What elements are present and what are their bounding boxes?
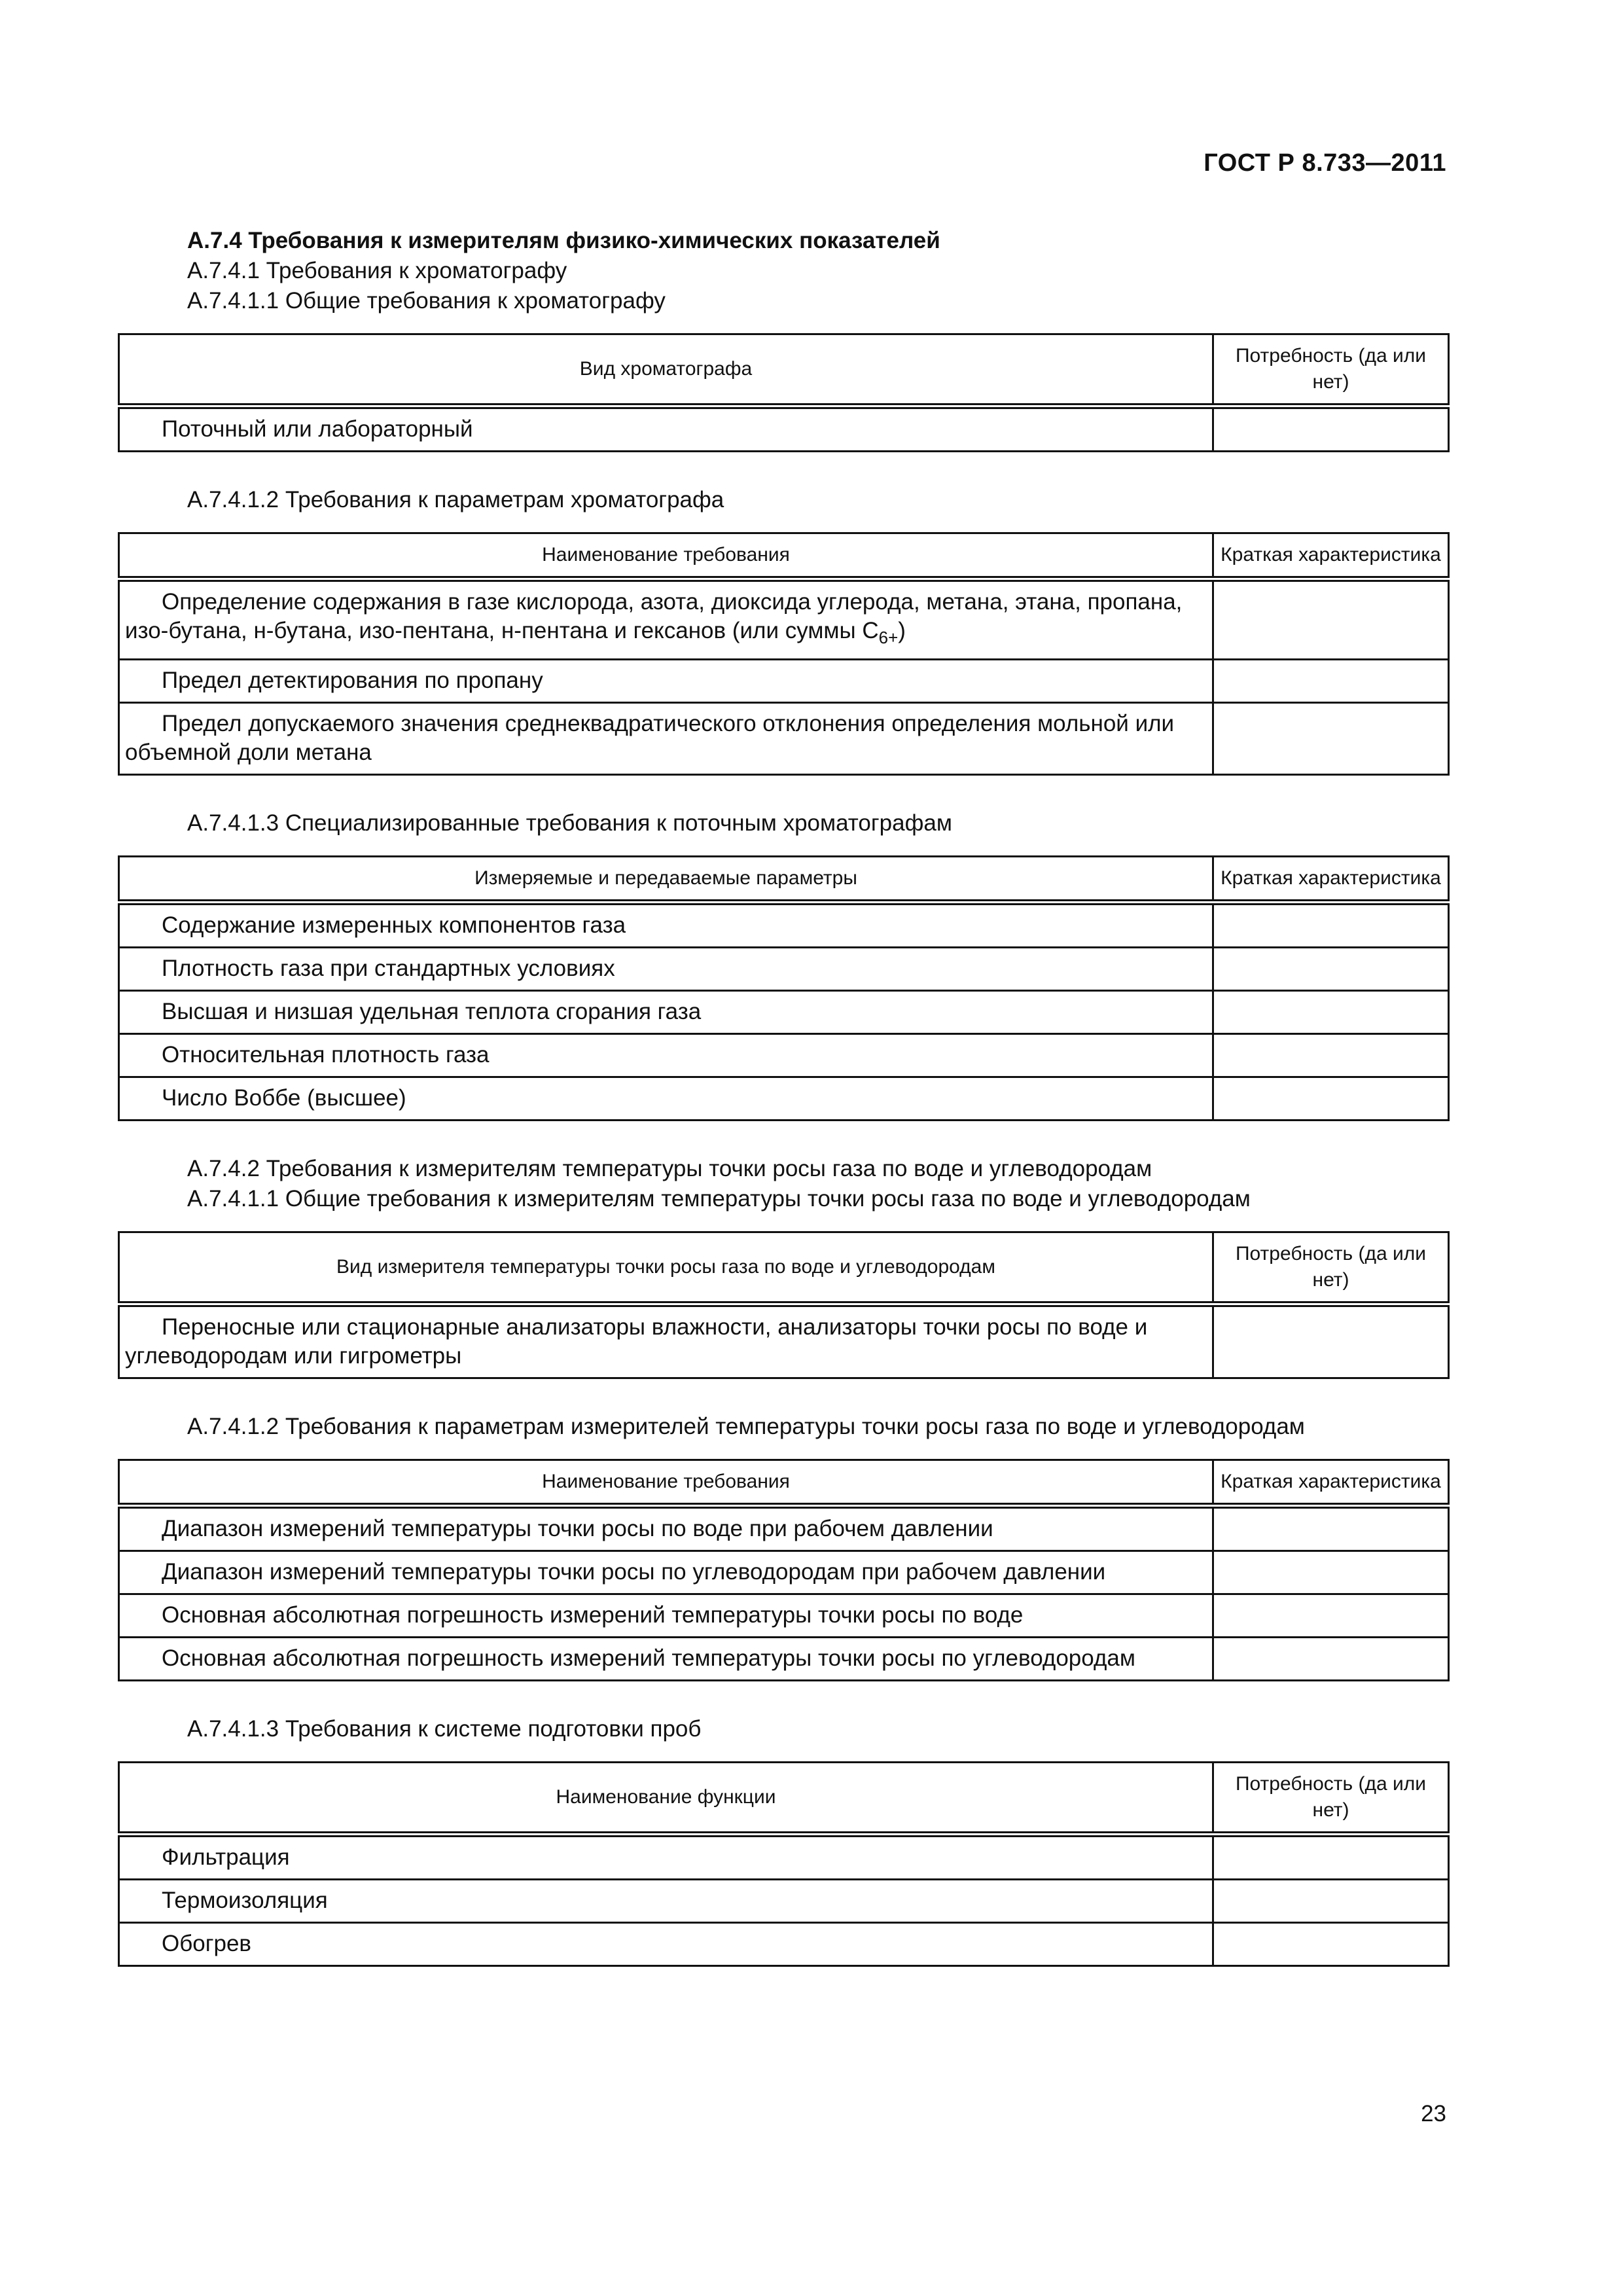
table-cell-value[interactable]: [1213, 991, 1449, 1034]
table-row: [119, 660, 1449, 703]
section-heading-a741: А.7.4.1 Требования к хроматографу: [187, 258, 567, 283]
table-cell-text: Основная абсолютная погрешность измерений температуры точки росы по воде: [119, 1594, 1213, 1638]
table-row: [119, 1923, 1449, 1966]
table-cell-value[interactable]: [1213, 1506, 1449, 1551]
chromatograph-parameters-table: [118, 532, 1450, 776]
table-cell-text: Основная абсолютная погрешность измерений температуры точки росы по углеводородам: [119, 1638, 1213, 1681]
table-cell-text: Обогрев: [119, 1923, 1213, 1966]
table-cell-text: Фильтрация: [119, 1835, 1213, 1880]
table-cell-value[interactable]: [1213, 1034, 1449, 1077]
table-cell-text: [119, 579, 1213, 660]
table-row: [119, 703, 1449, 775]
table-header-cell: Наименование требования: [119, 1460, 1213, 1506]
dewpoint-meter-parameters-table: [118, 1459, 1450, 1681]
section-heading-a74: А.7.4 Требования к измерителям физико-химических показателей: [187, 228, 940, 253]
table-cell-value[interactable]: [1213, 660, 1449, 703]
chromatograph-type-table: [118, 333, 1450, 452]
flow-chromatograph-table: [118, 855, 1450, 1121]
table-cell-text: Предел детектирования по пропану: [119, 660, 1213, 703]
table-header-cell: Потребность (да или нет): [1213, 1763, 1449, 1835]
table-row: [119, 1506, 1449, 1551]
table-cell-value[interactable]: [1213, 406, 1449, 452]
table-cell-text: Переносные или стационарные анализаторы влажности, анализаторы точки росы по воде и углеводородам или гигрометры: [119, 1304, 1213, 1378]
table-cell-text: Предел допускаемого значения среднеквадратического отклонения определения мольной или объемной доли метана: [119, 703, 1213, 775]
subscript-6plus: 6+: [878, 628, 899, 647]
document-number: ГОСТ Р 8.733—2011: [1204, 149, 1446, 177]
table-cell-text: Число Воббе (высшее): [119, 1077, 1213, 1121]
table-cell-value[interactable]: [1213, 1077, 1449, 1121]
table-cell-text: Диапазон измерений температуры точки росы по воде при рабочем давлении: [119, 1506, 1213, 1551]
table-row: [119, 1638, 1449, 1681]
table-cell-text: Высшая и низшая удельная теплота сгорания газа: [119, 991, 1213, 1034]
table-cell-value[interactable]: [1213, 1594, 1449, 1638]
table-cell-value[interactable]: [1213, 903, 1449, 948]
table-row: [119, 1594, 1449, 1638]
table-row: [119, 903, 1449, 948]
table-cell-text-end: ): [898, 618, 906, 643]
table-header-cell: Наименование требования: [119, 533, 1213, 579]
table-row: [119, 406, 1449, 452]
table-header-cell: Вид хроматографа: [119, 334, 1213, 406]
table-header-cell: Вид измерителя температуры точки росы газа по воде и углеводородам: [119, 1232, 1213, 1304]
table-cell-value[interactable]: [1213, 579, 1449, 660]
table-cell-text-main: Определение содержания в газе кислорода, азота, диоксида углерода, метана, этана, пропана, изо-бутана, н-бутана, изо-пентана, н-пентана и гексанов (или суммы C: [125, 589, 1183, 643]
table-cell-value[interactable]: [1213, 948, 1449, 991]
section-heading-a7411: А.7.4.1.1 Общие требования к хроматографу: [187, 288, 666, 314]
table-cell-text: Плотность газа при стандартных условиях: [119, 948, 1213, 991]
table-header-cell: Измеряемые и передаваемые параметры: [119, 857, 1213, 903]
section-heading-a742-2: А.7.4.1.2 Требования к параметрам измерителей температуры точки росы газа по воде и углеводородам: [187, 1414, 1305, 1439]
table-cell-value[interactable]: [1213, 1304, 1449, 1378]
section-heading-a742: А.7.4.2 Требования к измерителям температуры точки росы газа по воде и углеводородам: [187, 1156, 1152, 1181]
table-header-cell: Краткая характеристика: [1213, 857, 1449, 903]
table-cell-value[interactable]: [1213, 1835, 1449, 1880]
page-content: [118, 226, 1448, 1967]
table-cell-value[interactable]: [1213, 1551, 1449, 1594]
table-header-cell: Краткая характеристика: [1213, 533, 1449, 579]
section-heading-a742-3: А.7.4.1.3 Требования к системе подготовки проб: [187, 1716, 702, 1742]
table-row: [119, 1835, 1449, 1880]
table-cell-text: Поточный или лабораторный: [119, 406, 1213, 452]
dewpoint-meter-type-table: [118, 1231, 1450, 1379]
table-cell-text: Относительная плотность газа: [119, 1034, 1213, 1077]
table-header-cell: Потребность (да или нет): [1213, 334, 1449, 406]
table-cell-text: Диапазон измерений температуры точки росы по углеводородам при рабочем давлении: [119, 1551, 1213, 1594]
table-cell-value[interactable]: [1213, 1923, 1449, 1966]
table-cell-value[interactable]: [1213, 1638, 1449, 1681]
table-row: [119, 1880, 1449, 1923]
table-row: [119, 948, 1449, 991]
section-heading-a742-1: А.7.4.1.1 Общие требования к измерителям температуры точки росы газа по воде и углеводородам: [187, 1186, 1251, 1211]
table-cell-text: Содержание измеренных компонентов газа: [119, 903, 1213, 948]
table-header-cell: Наименование функции: [119, 1763, 1213, 1835]
table-cell-text: Термоизоляция: [119, 1880, 1213, 1923]
table-row: [119, 991, 1449, 1034]
section-heading-a7412: А.7.4.1.2 Требования к параметрам хроматографа: [187, 487, 724, 512]
section-heading-a7413: А.7.4.1.3 Специализированные требования к поточным хроматографам: [187, 810, 952, 836]
table-row: [119, 1551, 1449, 1594]
table-header-cell: Потребность (да или нет): [1213, 1232, 1449, 1304]
table-row: [119, 1304, 1449, 1378]
page-number: 23: [1421, 2101, 1446, 2126]
table-row: [119, 579, 1449, 660]
table-cell-value[interactable]: [1213, 703, 1449, 775]
table-cell-value[interactable]: [1213, 1880, 1449, 1923]
sample-preparation-table: [118, 1761, 1450, 1967]
table-row: [119, 1077, 1449, 1121]
table-row: [119, 1034, 1449, 1077]
table-header-cell: Краткая характеристика: [1213, 1460, 1449, 1506]
